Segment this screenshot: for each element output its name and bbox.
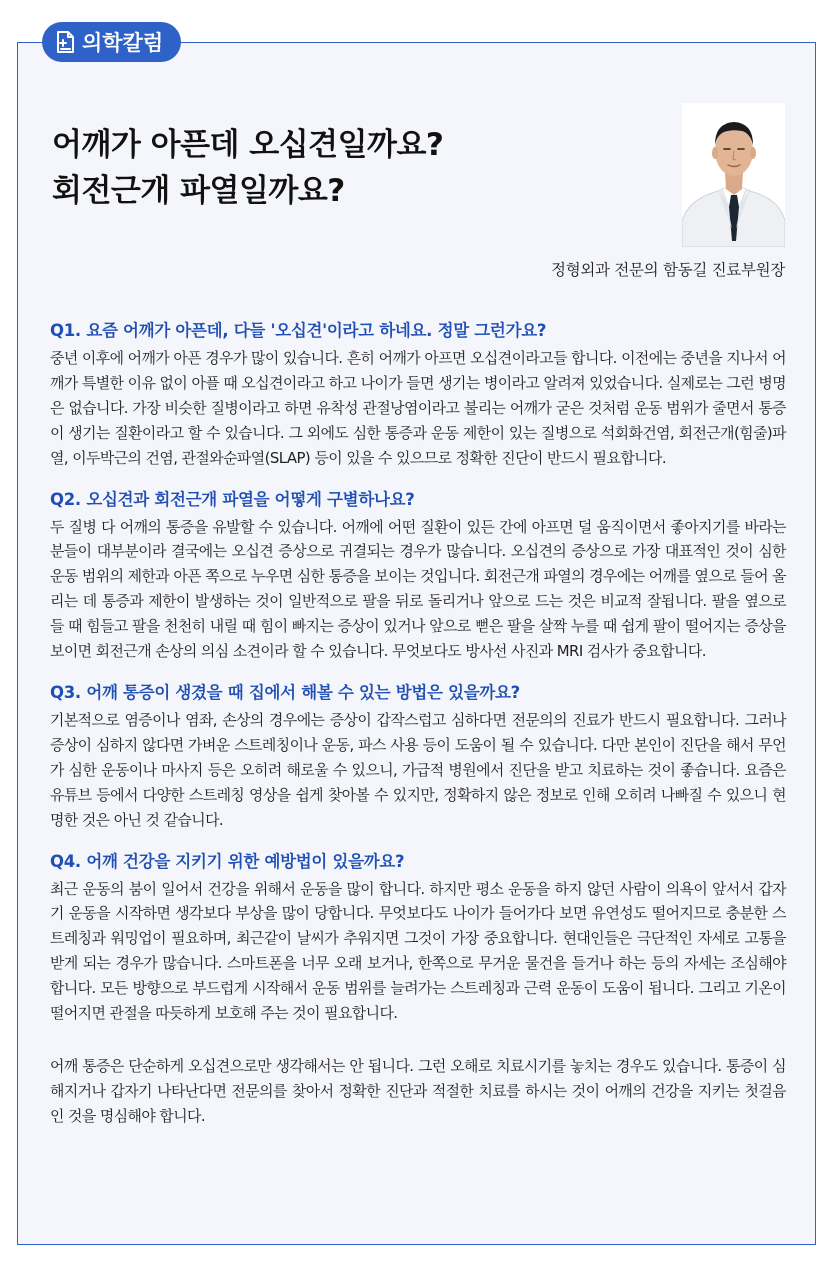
qa-item-1: [50, 316, 786, 471]
doctor-photo: [682, 103, 785, 247]
answer-1: 중년 이후에 어깨가 아픈 경우가 많이 있습니다. 흔히 어깨가 아프면 오십견이라고들 합니다. 이전에는 중년을 지나서 어깨가 특별한 이유 없이 아플 때 오십견이라고 하고 나이가 들면 생기는 병이라고 알려져 있었습니다. 실제로는 그런 병명은 없습니다. 가장 비슷한 질병이라고 하면 유착성 관절낭염이라고 불리는 어깨가 굳은 것처럼 운동 범위가 줄면서 통증이 생기는 질환이라고 할 수 있습니다. 그 외에도 심한 통증과 운동 제한이 있는 질병으로 석회화건염, 회전근개(힘줄)파열, 이두박근의 건염, 관절와순파열(SLAP) 등이 있을 수 있으므로 정확한 진단이 반드시 필요합니다.: [50, 349, 786, 467]
closing-paragraph: 어깨 통증은 단순하게 오십견으로만 생각해서는 안 됩니다. 그런 오해로 치료시기를 놓치는 경우도 있습니다. 통증이 심해지거나 갑자기 나타난다면 전문의를 찾아서 정확한 진단과 적절한 치료를 하시는 것이 어깨의 건강을 지키는 첫걸음인 것을 명심해야 합니다.: [50, 1056, 786, 1125]
answer-4: 최근 운동의 붐이 일어서 건강을 위해서 운동을 많이 합니다. 하지만 평소 운동을 하지 않던 사람이 의욕이 앞서서 갑자기 운동을 시작하면 생각보다 부상을 많이 당합니다. 무엇보다도 나이가 들어가다 보면 유연성도 떨어지므로 충분한 스트레칭과 워밍업이 필요하며, 최근같이 날씨가 추워지면 그것이 가장 중요합니다. 현대인들은 극단적인 자세로 고통을 받게 되는 경우가 많습니다. 스마트폰을 너무 오래 보거나, 한쪽으로 무거운 물건을 들거나 하는 등의 자세는 조심해야 합니다. 모든 방향으로 부드럽게 시작해서 운동 범위를 늘려가는 스트레칭과 근력 운동이 도움이 됩니다. 그리고 기온이 떨어지면 관절을 따듯하게 보호해 주는 것이 필요합니다.: [50, 879, 786, 1023]
question-2: Q2. 오십견과 회전근개 파열을 어떻게 구별하나요?: [50, 489, 415, 509]
title-line-2: 회전근개 파열일까요?: [52, 173, 345, 209]
question-4: Q4. 어깨 건강을 지키기 위한 예방법이 있을까요?: [50, 851, 405, 871]
qa-item-2: [50, 485, 786, 664]
document-medical-icon: [54, 30, 76, 54]
question-3: Q3. 어깨 통증이 생겼을 때 집에서 해볼 수 있는 방법은 있을까요?: [50, 682, 520, 702]
question-1: Q1. 요즘 어깨가 아픈데, 다들 '오십견'이라고 하네요. 정말 그런가요?: [50, 321, 547, 340]
badge-label: 의학칼럼: [82, 31, 164, 55]
answer-2: 두 질병 다 어깨의 통증을 유발할 수 있습니다. 어깨에 어떤 질환이 있든 간에 아프면 덜 움직이면서 좋아지기를 바라는 분들이 대부분이라 결국에는 오십견 증상으로 귀결되는 경우가 많습니다. 오십견의 증상으로 가장 대표적인 것이 심한 운동 범위의 제한과 아픈 쪽으로 누우면 심한 통증을 보이는 것입니다. 회전근개 파열의 경우에는 어깨를 옆으로 들어 올리는 데 통증과 제한이 발생하는 것이 일반적으로 팔을 뒤로 돌리거나 앞으로 드는 것은 비교적 잘됩니다. 팔을 옆으로 들 때 힘들고 팔을 천천히 내릴 때 힘이 빠지는 증상이 있거나 앞으로 뻗은 팔을 살짝 누를 때 쉽게 팔이 떨어지는 증상을 보이면 회전근개 손상의 의심 소견이라 할 수 있습니다. 무엇보다도 방사선 사진과 MRI 검사가 중요합니다.: [50, 517, 786, 661]
column-badge: [42, 22, 181, 62]
author-line: 정형외과 전문의 함동길 진료부원장: [551, 261, 785, 279]
answer-3: 기본적으로 염증이나 염좌, 손상의 경우에는 증상이 갑작스럽고 심하다면 전문의의 진료가 반드시 필요합니다. 그러나 증상이 심하지 않다면 가벼운 스트레칭이나 운동, 파스 사용 등이 도움이 될 수 있습니다. 다만 본인이 진단을 해서 무언가 심한 운동이나 마사지 등은 오히려 해로울 수 있으니, 가급적 병원에서 진단을 받고 치료하는 것이 좋습니다. 요즘은 유튜브 등에서 다양한 스트레칭 영상을 쉽게 찾아볼 수 있지만, 정확하지 않은 정보로 인해 오히려 나빠질 수 있으니 현명한 것은 아닌 것 같습니다.: [50, 710, 786, 829]
title-line-1: 어깨가 아픈데 오십견일까요?: [52, 127, 444, 163]
qa-item-3: [50, 678, 786, 833]
qa-item-4: [50, 847, 786, 1026]
article-body: [50, 316, 786, 1129]
page-title: [52, 122, 652, 214]
